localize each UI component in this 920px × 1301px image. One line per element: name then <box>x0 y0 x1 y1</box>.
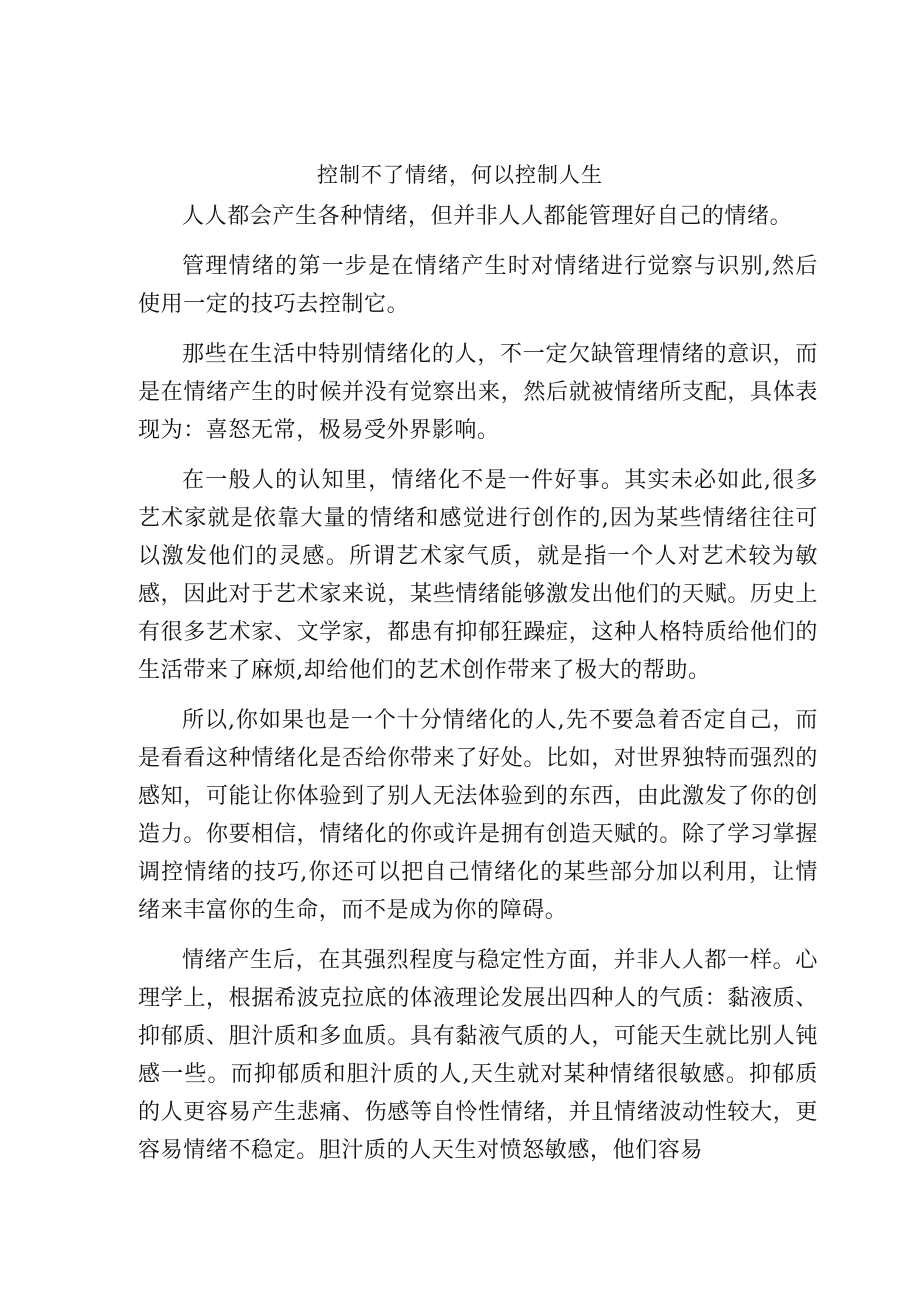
paragraph-2: 管理情绪的第一步是在情绪产生时对情绪进行觉察与识别,然后使用一定的技巧去控制它。 <box>138 254 818 317</box>
paragraph-6: 情绪产生后，在其强烈程度与稳定性方面，并非人人都一样。心理学上，根据希波克拉底的体液理论发展出四种人的气质：黏液质、抑郁质、胆汁质和多血质。具有黏液气质的人，可能天生就比别人钝感一些。而抑郁质和胆汁质的人,天生就对某种情绪很敏感。抑郁质的人更容易产生悲痛、伤感等自怜性情绪，并且情绪波动性较大，更容易情绪不稳定。胆汁质的人天生对愤怒敏感，他们容易 <box>138 948 818 1163</box>
paragraph-3: 那些在生活中特别情绪化的人，不一定欠缺管理情绪的意识，而是在情绪产生的时候并没有觉察出来，然后就被情绪所支配，具体表现为：喜怒无常，极易受外界影响。 <box>138 342 818 443</box>
document-title: 控制不了情绪，何以控制人生 <box>317 163 603 187</box>
paragraph-4: 在一般人的认知里，情绪化不是一件好事。其实未必如此,很多艺术家就是依靠大量的情绪和感觉进行创作的,因为某些情绪往往可以激发他们的灵感。所谓艺术家气质，就是指一个人对艺术较为敏感，因此对于艺术家来说，某些情绪能够激发出他们的天赋。历史上有很多艺术家、文学家，都患有抑郁狂躁症，这种人格特质给他们的生活带来了麻烦,却给他们的艺术创作带来了极大的帮助。 <box>138 468 818 683</box>
paragraph-1: 人人都会产生各种情绪，但并非人人都能管理好自己的情绪。 <box>182 204 793 229</box>
paragraph-5: 所以,你如果也是一个十分情绪化的人,先不要急着否定自己，而是看看这种情绪化是否给你带来了好处。比如，对世界独特而强烈的感知，可能让你体验到了别人无法体验到的东西，由此激发了你的创造力。你要相信，情绪化的你或许是拥有创造天赋的。除了学习掌握调控情绪的技巧,你还可以把自己情绪化的某些部分加以利用，让情绪来丰富你的生命，而不是成为你的障碍。 <box>138 708 818 923</box>
document-body <box>138 198 818 1182</box>
